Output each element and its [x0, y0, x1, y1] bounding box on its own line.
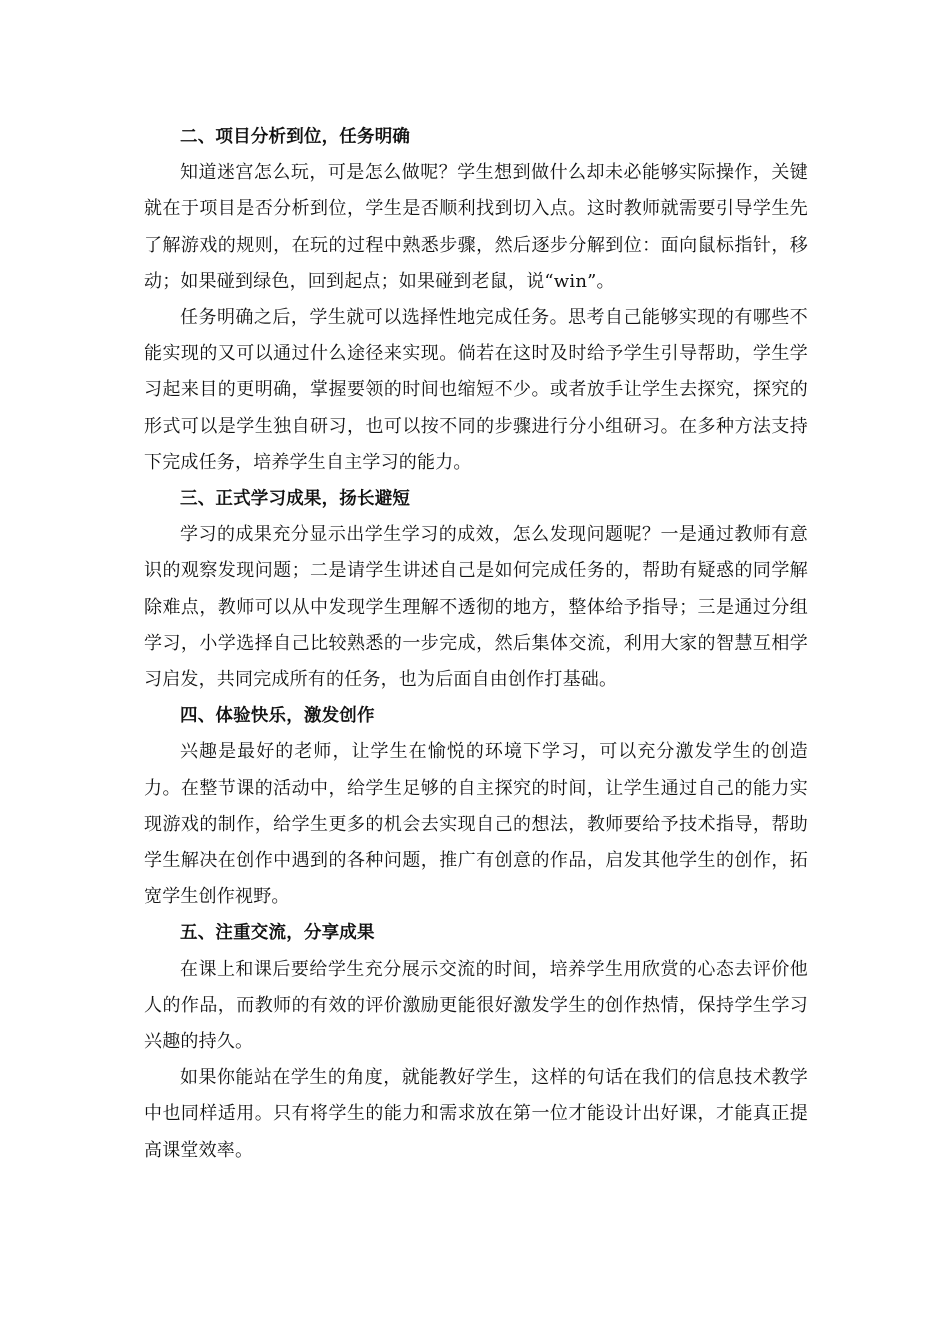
section-heading: 五、注重交流，分享成果 — [180, 923, 375, 944]
section-heading: 二、项目分析到位，任务明确 — [180, 127, 411, 147]
paragraph: 兴趣是最好的老师，让学生在愉悦的环境下学习，可以充分激发学生的创造力。在整节课的活动中，给学生足够的自主探究的时间，让学生通过自己的能力实现游戏的制作，给学生更多的机会去实现自己的想法，教师要给予技术指导，帮助学生解决在创作中遇到的各种问题，推广有创意的作品，启发其他学生的创作，拓宽学生创作视野。 — [144, 741, 808, 908]
section-heading: 四、体验快乐，激发创作 — [180, 706, 375, 727]
paragraph: 学习的成果充分显示出学生学习的成效，怎么发现问题呢？一是通过教师有意识的观察发现问题；二是请学生讲述自己是如何完成任务的，帮助有疑惑的同学解除难点，教师可以从中发现学生理解不透彻的地方，整体给予指导；三是通过分组学习，小学选择自己比较熟悉的一步完成，然后集体交流，利用大家的智慧互相学习启发，共同完成所有的任务，也为后面自由创作打基础。 — [144, 524, 808, 691]
section-heading: 三、正式学习成果，扬长避短 — [180, 489, 411, 510]
paragraph: 知道迷宫怎么玩，可是怎么做呢？学生想到做什么却未必能够实际操作，关键就在于项目是否分析到位，学生是否顺利找到切入点。这时教师就需要引导学生先了解游戏的规则，在玩的过程中熟悉步骤，然后逐步分解到位：面向鼠标指针，移动；如果碰到绿色，回到起点；如果碰到老鼠，说“win”。 — [144, 162, 808, 292]
paragraph: 在课上和课后要给学生充分展示交流的时间，培养学生用欣赏的心态去评价他人的作品，而教师的有效的评价激励更能很好激发学生的创作热情，保持学生学习兴趣的持久。 — [144, 958, 808, 1053]
paragraph: 任务明确之后，学生就可以选择性地完成任务。思考自己能够实现的有哪些不能实现的又可以通过什么途径来实现。倘若在这时及时给予学生引导帮助，学生学习起来目的更明确，掌握要领的时间也缩短不少。或者放手让学生去探究，探究的形式可以是学生独自研习，也可以按不同的步骤进行分小组研习。在多种方法支持下完成任务，培养学生自主学习的能力。 — [144, 307, 808, 473]
document-page — [144, 119, 808, 1169]
paragraph: 如果你能站在学生的角度，就能教好学生，这样的句话在我们的信息技术教学中也同样适用。只有将学生的能力和需求放在第一位才能设计出好课，才能真正提高课堂效率。 — [144, 1067, 808, 1161]
